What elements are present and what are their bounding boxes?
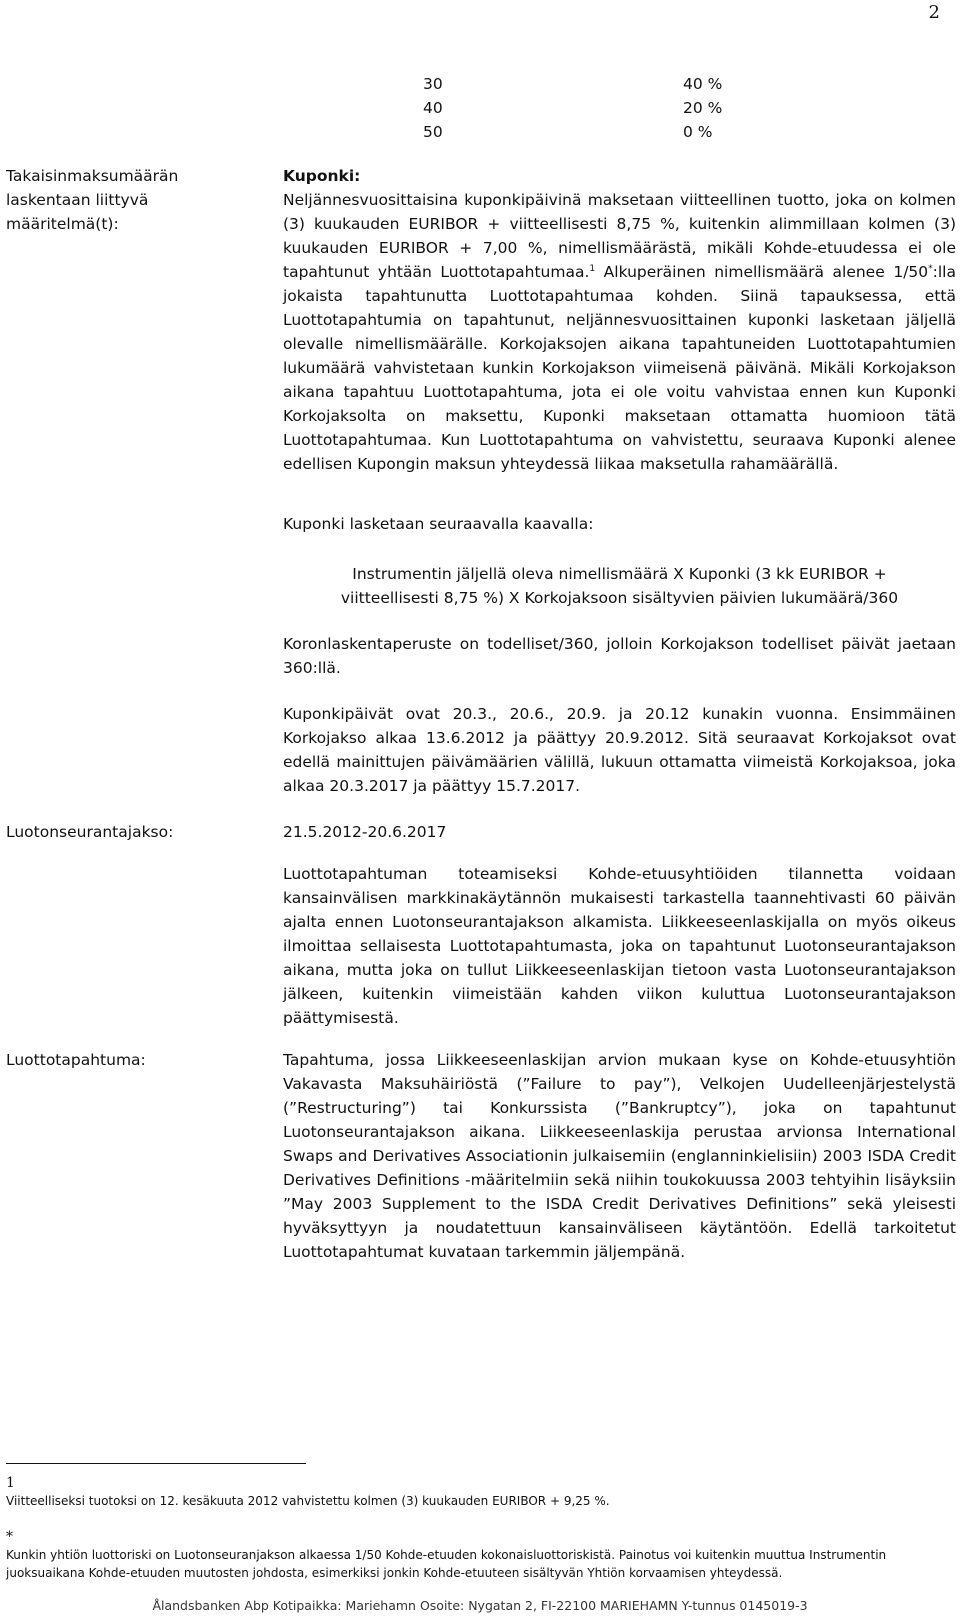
label-coupon-definition: Takaisinmaksumäärän laskentaan liittyvä määritelmä(t): xyxy=(6,167,179,233)
table-cell: 50 xyxy=(423,123,443,141)
formula xyxy=(283,562,956,610)
formula-line: viitteellisesti 8,75 %) X Korkojaksoon sisältyvien päivien lukumäärä/360 xyxy=(340,589,899,607)
footnote-star xyxy=(6,1528,926,1582)
monitoring-paragraph: Luottotapahtuman toteamiseksi Kohde-etuusyhtiöiden tilannetta voidaan kansainvälisen markkinakäytännön mukaisesti tarkastella taannehtivasti 60 päivän ajalta ennen Luotonseurantajakson alkamista. Liikkeeseenlaskijalla on myös oikeus ilmoittaa sellaisesta Luottotapahtumasta, joka on tapahtunut Luotonseurantajakson aikana, mutta joka on tullut Liikkeeseenlaskijan tietoon vasta Luotonseurantajakson jälkeen, kuitenkin viimeistään kahden viikon kuluttua Luotonseurantajakson päättymisestä. xyxy=(283,865,956,1027)
label-monitoring-period: Luotonseurantajakso: xyxy=(6,823,174,841)
table-cell: 40 % xyxy=(683,75,723,93)
daycount-paragraph: Koronlaskentaperuste on todelliset/360, jolloin Korkojakson todelliset päivät jaetaan 360:llä. xyxy=(283,635,956,677)
footnote-ref-star[interactable]: * xyxy=(928,264,933,274)
table-cell: 0 % xyxy=(683,123,713,141)
formula-line: Instrumentin jäljellä oleva nimellismäärä X Kuponki (3 kk EURIBOR + xyxy=(352,565,887,583)
coupon-dates-paragraph: Kuponkipäivät ovat 20.3., 20.6., 20.9. ja 20.12 kunakin vuonna. Ensimmäinen Korkojakso alkaa 13.6.2012 ja päättyy 20.9.2012. Sitä seuraavat Korkojaksot ovat edellä mainittujen päivämäärien välillä, lukuun ottamatta viimeistä Korkojaksoa, joka alkaa 20.3.2017 ja päättyy 15.7.2017. xyxy=(283,705,956,795)
monitoring-period-value: 21.5.2012-20.6.2017 xyxy=(283,823,447,841)
coupon-section xyxy=(283,164,956,476)
formula-intro: Kuponki lasketaan seuraavalla kaavalla: xyxy=(283,515,594,533)
coupon-paragraph xyxy=(283,188,956,476)
page-footer: Ålandsbanken Abp Kotipaikka: Mariehamn Osoite: Nygatan 2, FI-22100 MARIEHAMN Y-tunnus 0145019-3 xyxy=(152,1598,808,1613)
coupon-text-c: :lla jokaista tapahtunutta Luottotapahtumaa kohden. Siinä tapauksessa, että Luottotapahtumia on tapahtunut, neljännesvuosittainen kuponki lasketaan jäljellä olevalle nimellismäärälle. Korkojaksojen aikana tapahtuneiden Luottotapahtumien lukumäärä vahvistetaan kunkin Korkojakson viimeisenä päivänä. Mikäli Korkojakson aikana tapahtuu Luottotapahtuma, jota ei ole voitu vahvistaa ennen kun Kuponki Korkojaksolta on maksettu, Kuponki maksetaan ottamatta huomioon tätä Luottotapahtumaa. Kun Luottotapahtuma on vahvistettu, seuraava Kuponki alenee edellisen Kupongin maksun yhteydessä liikaa maksetulla rahamäärällä. xyxy=(283,263,956,473)
table-cell: 40 xyxy=(423,99,443,117)
label-credit-event: Luottotapahtuma: xyxy=(6,1051,146,1069)
table-cell: 30 xyxy=(423,75,443,93)
footnote-text: Kunkin yhtiön luottoriski on Luotonseuranjakson alkaessa 1/50 Kohde-etuuden kokonaisluottoriskistä. Painotus voi kuitenkin muuttua Instrumentin juoksuaikana Kohde-etuuden muutosten johdosta, esimerkiksi jonkin Kohde-etuuteen sisältyvän Yhtiön korvaamisen yhteydessä. xyxy=(6,1548,887,1580)
credit-event-paragraph: Tapahtuma, jossa Liikkeeseenlaskijan arvion mukaan kyse on Kohde-etuusyhtiön Vakavasta Maksuhäiriöstä (”Failure to pay”), Velkojen Uudelleenjärjestelystä (”Restructuring”) tai Konkurssista (”Bankruptcy”), joka on tapahtunut Luotonseurantajakson aikana. Liikkeeseenlaskija perustaa arvionsa International Swaps and Derivatives Associationin julkaisemiin (englanninkielisiin) 2003 ISDA Credit Derivatives Definitions -määritelmiin sekä niihin toukokuussa 2003 tehtyihin lisäyksiin ”May 2003 Supplement to the ISDA Credit Derivatives Definitions” sekä yleisesti hyväksyttyyn ja noudatettuun kansainväliseen käytäntöön. Edellä tarkoitetut Luottotapahtumat kuvataan tarkemmin jäljempänä. xyxy=(283,1051,956,1261)
footnote-text: Viitteelliseksi tuotoksi on 12. kesäkuuta 2012 vahvistettu kolmen (3) kuukauden EURIBOR + 9,25 %. xyxy=(6,1494,610,1508)
footnote-ref-1[interactable]: 1 xyxy=(589,264,596,274)
footnote-1 xyxy=(6,1474,926,1510)
page-number: 2 xyxy=(928,2,940,23)
footnote-divider xyxy=(6,1463,306,1464)
coupon-text-a: Neljännesvuosittaisina kuponkipäivinä maksetaan viitteellinen tuotto, joka on kolmen (3) kuukauden EURIBOR + viitteellisesti 8,75 %, kuitenkin alimmillaan kolmen (3) kuukauden EURIBOR + 7,00 %, nimellismäärästä, mikäli Kohde-etuudessa ei ole tapahtunut yhtään Luottotapahtumaa. xyxy=(283,191,956,281)
table-cell: 20 % xyxy=(683,99,723,117)
coupon-text-b: Alkuperäinen nimellismäärä alenee 1/50 xyxy=(595,263,929,281)
footnote-mark: * xyxy=(6,1529,13,1545)
footnote-mark: 1 xyxy=(6,1475,15,1491)
coupon-heading: Kuponki: xyxy=(283,167,361,185)
